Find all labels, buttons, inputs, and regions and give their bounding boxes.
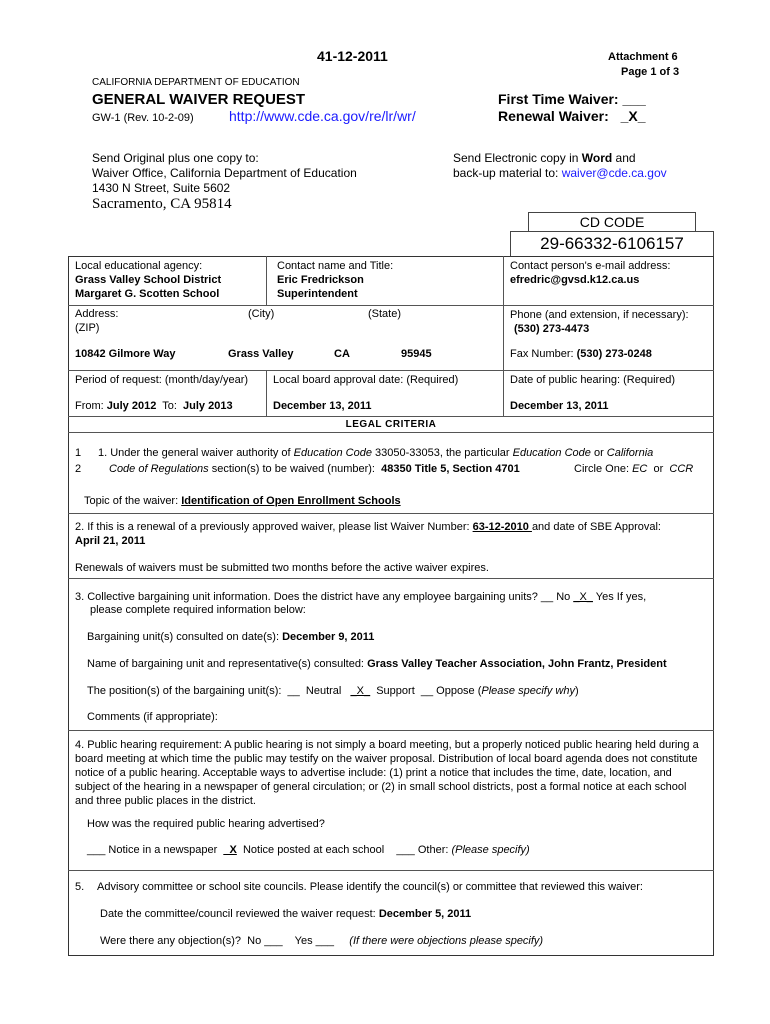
q5-date-label: Date the committee/council reviewed the waiver request: bbox=[100, 908, 379, 920]
q3-line-1 bbox=[75, 591, 646, 603]
to-label: To: bbox=[156, 400, 184, 412]
phone-label: Phone (and extension, if necessary): bbox=[510, 309, 689, 321]
contact-title: Superintendent bbox=[277, 288, 358, 300]
to-value: July 2013 bbox=[183, 400, 233, 412]
circle-one-label: Circle One: bbox=[574, 463, 633, 475]
q5-objection-b: (If there were objections please specify) bbox=[349, 935, 544, 947]
q5-num: 5. bbox=[75, 881, 85, 893]
legal-l1-f: California bbox=[606, 447, 654, 459]
agency-district: Grass Valley School District bbox=[75, 274, 222, 286]
q3-consulted-label: Bargaining unit(s) consulted on date(s): bbox=[87, 631, 283, 643]
topic-label: Topic of the waiver: bbox=[84, 495, 182, 507]
circle-ccr: CCR bbox=[669, 463, 694, 475]
q4-paragraph: 4. Public hearing requirement: A public hearing is not simply a board meeting, but a properly noticed public hearing held during a board meeting at which time the public may testify on the waiver proposal. Distribution of local board agenda does not constitute notice of a public hearing. Acceptable ways to advertise include: (1) print a notice that includes the time, date, location, and subject of the hearing in a newspaper of general circulation; or (2) in small school districts, post a formal notice at each school and three public places in the district. bbox=[75, 739, 699, 807]
item-number: 41-12-2011 bbox=[317, 48, 388, 64]
legal-l1-b: Education Code bbox=[293, 447, 372, 459]
cd-code-label-box bbox=[528, 212, 696, 232]
send-original-block bbox=[92, 151, 357, 196]
phone-cell bbox=[510, 308, 689, 336]
period-label: Period of request: (month/day/year) bbox=[75, 374, 249, 386]
address-state: CA bbox=[334, 348, 350, 360]
first-time-label: First Time Waiver: bbox=[498, 91, 619, 107]
cd-code-value-box bbox=[510, 231, 714, 257]
email-cell bbox=[510, 259, 670, 287]
contact-label: Contact name and Title: bbox=[277, 260, 394, 272]
phone-value: (530) 273-4473 bbox=[514, 323, 590, 335]
department-name: CALIFORNIA DEPARTMENT OF EDUCATION bbox=[92, 77, 300, 88]
q4-opt-b: Notice posted at each school ___ Other: bbox=[236, 844, 452, 856]
send-electronic-block bbox=[453, 151, 667, 181]
q3-support-mark: _X_ bbox=[350, 685, 371, 697]
legal-num-1: 1 bbox=[75, 447, 82, 459]
fax-label: Fax Number: bbox=[510, 348, 577, 360]
legal-l1-e: or bbox=[590, 447, 607, 459]
legal-l2-a: Code of Regulations bbox=[109, 463, 209, 475]
q4-mark: _X bbox=[223, 844, 237, 856]
cd-code-value: 29-66332-6106157 bbox=[540, 234, 684, 253]
legal-num-2: 2 bbox=[75, 463, 82, 475]
state-label: (State) bbox=[368, 308, 402, 320]
q3-position-a: The position(s) of the bargaining unit(s): __ Neutral bbox=[87, 685, 351, 697]
cd-code-label: CD CODE bbox=[579, 214, 645, 230]
legal-l1-c: 33050-33053, the particular bbox=[371, 447, 513, 459]
form-id: GW-1 (Rev. 10-2-09) bbox=[92, 112, 194, 124]
first-time-value: ___ bbox=[622, 91, 646, 107]
q5-objection bbox=[100, 935, 543, 947]
legal-l2-b: section(s) to be waived (number): bbox=[208, 463, 382, 475]
send-original-line1: Send Original plus one copy to: bbox=[92, 151, 259, 165]
legal-criteria-heading: LEGAL CRITERIA bbox=[345, 419, 437, 430]
zip-label: (ZIP) bbox=[75, 322, 100, 334]
q5-date bbox=[100, 908, 471, 920]
circle-or: or bbox=[647, 463, 670, 475]
q3-yes-mark: _X_ bbox=[573, 591, 593, 603]
city-label: (City) bbox=[248, 308, 275, 320]
from-label: From: bbox=[75, 400, 107, 412]
address-zip: 95945 bbox=[401, 348, 432, 360]
send-original-line2: Waiver Office, California Department of Education bbox=[92, 166, 357, 180]
period-line bbox=[75, 400, 233, 412]
topic-line bbox=[84, 495, 401, 507]
legal-l1-a: 1. Under the general waiver authority of bbox=[98, 447, 294, 459]
address-street: 10842 Gilmore Way bbox=[75, 348, 176, 360]
q3-name-value: Grass Valley Teacher Association, John Frantz, President bbox=[367, 658, 667, 670]
circle-one bbox=[574, 463, 693, 475]
fax-value: (530) 273-0248 bbox=[576, 348, 652, 360]
q3-text-b: Yes If yes, bbox=[592, 591, 647, 603]
q2-text-b: and date of SBE Approval: bbox=[531, 521, 661, 533]
q2-approval-date: April 21, 2011 bbox=[75, 535, 146, 547]
waiver-url-link[interactable]: http://www.cde.ca.gov/re/lr/wr/ bbox=[229, 108, 416, 124]
from-value: July 2012 bbox=[106, 400, 157, 412]
legal-line-2 bbox=[109, 463, 520, 475]
hearing-label: Date of public hearing: (Required) bbox=[510, 374, 676, 386]
address-city: Grass Valley bbox=[228, 348, 294, 360]
word-format: Word bbox=[581, 151, 613, 165]
send-original-line3: 1430 N Street, Suite 5602 bbox=[92, 181, 231, 195]
q3-position bbox=[87, 685, 579, 697]
q4-options bbox=[87, 844, 530, 856]
agency-label: Local educational agency: bbox=[75, 260, 203, 272]
address-label: Address: bbox=[75, 308, 119, 320]
q4-opt-a: ___ Notice in a newspaper bbox=[87, 844, 224, 856]
agency-school: Margaret G. Scotten School bbox=[75, 288, 220, 300]
board-value: December 13, 2011 bbox=[273, 400, 372, 412]
q5-date-value: December 5, 2011 bbox=[378, 908, 472, 920]
send-original-line4: Sacramento, CA 95814 bbox=[92, 196, 232, 212]
q3-position-c: Please specify why bbox=[481, 685, 575, 697]
first-time-waiver bbox=[498, 91, 646, 107]
sections-waived: 48350 Title 5, Section 4701 bbox=[381, 463, 520, 475]
q3-consulted-value: December 9, 2011 bbox=[282, 631, 375, 643]
circle-ec: EC bbox=[632, 463, 648, 475]
renewal-value: _X_ bbox=[620, 108, 646, 124]
q5-objection-a: Were there any objection(s)? No ___ Yes ___ bbox=[100, 935, 350, 947]
q4-opt-c: (Please specify) bbox=[451, 844, 530, 856]
email-label: Contact person's e-mail address: bbox=[510, 260, 671, 272]
form-title: GENERAL WAIVER REQUEST bbox=[92, 91, 306, 108]
q3-position-d: ) bbox=[574, 685, 579, 697]
send-electronic-post: and bbox=[612, 151, 636, 165]
contact-name: Eric Fredrickson bbox=[277, 274, 364, 286]
q2-text-a: 2. If this is a renewal of a previously approved waiver, please list Waiver Number: bbox=[75, 521, 473, 533]
q5-text: Advisory committee or school site councils. Please identify the council(s) or committee that reviewed this waiver: bbox=[97, 881, 643, 893]
q3-position-b: Support __ Oppose ( bbox=[370, 685, 482, 697]
q4-question: How was the required public hearing advertised? bbox=[87, 818, 325, 830]
send-electronic-pre2: back-up material to: bbox=[453, 166, 562, 180]
q3-line-2: please complete required information below: bbox=[90, 604, 306, 616]
email-value: efredric@gvsd.k12.ca.us bbox=[510, 274, 640, 286]
topic-value: Identification of Open Enrollment Schools bbox=[181, 495, 401, 507]
waiver-email-link[interactable]: waiver@cde.ca.gov bbox=[561, 166, 667, 180]
legal-l1-d: Education Code bbox=[512, 447, 591, 459]
q2-renewal-note: Renewals of waivers must be submitted two months before the active waiver expires. bbox=[75, 562, 489, 574]
renewal-label: Renewal Waiver: bbox=[498, 108, 609, 124]
q3-name-label: Name of bargaining unit and representative(s) consulted: bbox=[87, 658, 368, 670]
page-indicator: Page 1 of 3 bbox=[621, 66, 680, 78]
fax-line bbox=[510, 348, 652, 360]
contact-cell bbox=[277, 259, 393, 301]
q3-consulted bbox=[87, 631, 374, 643]
q2-waiver-number: 63-12-2010 bbox=[472, 521, 532, 533]
hearing-value: December 13, 2011 bbox=[510, 400, 609, 412]
q3-unit-name bbox=[87, 658, 667, 670]
q2-line-1 bbox=[75, 521, 661, 533]
board-label: Local board approval date: (Required) bbox=[273, 374, 459, 386]
agency-cell bbox=[75, 259, 221, 301]
attachment-label: Attachment 6 bbox=[608, 51, 678, 63]
send-electronic-pre: Send Electronic copy in bbox=[453, 151, 582, 165]
renewal-waiver bbox=[498, 108, 646, 124]
q3-text-a: 3. Collective bargaining unit information. Does the district have any employee bargaining units? __ No bbox=[75, 591, 574, 603]
q3-comments-label: Comments (if appropriate): bbox=[87, 711, 218, 723]
legal-line-1 bbox=[98, 447, 653, 459]
